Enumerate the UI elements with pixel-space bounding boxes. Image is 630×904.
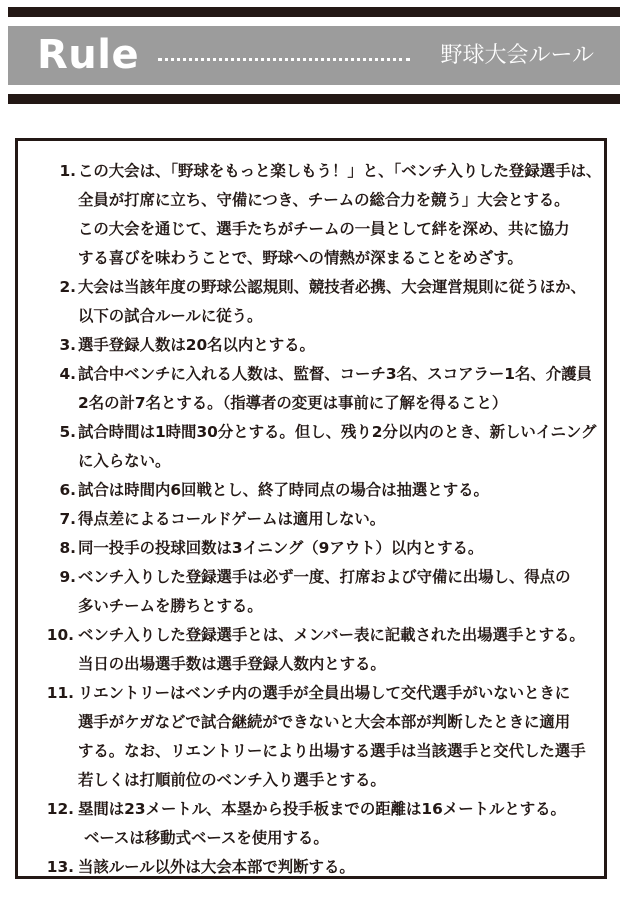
rule-text-line: 得点差によるコールドゲームは適用しない。 [78, 510, 386, 528]
rule-text-line: 選手登録人数は20名以内とする。 [78, 336, 315, 354]
rule-number: 9. [59, 568, 76, 586]
rule-text-line: ベースは移動式ベースを使用する。 [84, 829, 329, 847]
rule-number: 10. [46, 626, 74, 644]
rule-item [44, 360, 594, 418]
rule-text-line: この大会は、「野球をもっと楽しもう！」と、「ベンチ入りした登録選手は、 [78, 162, 602, 180]
dotted-leader [158, 58, 410, 61]
rule-item [44, 331, 594, 360]
rule-number: 11. [46, 684, 74, 702]
rule-number: 5. [59, 423, 76, 441]
rule-number: 6. [59, 481, 76, 499]
rule-item [44, 563, 594, 621]
page-subtitle: 野球大会ルール [440, 43, 594, 68]
rule-number: 13. [46, 858, 74, 876]
rule-text-line: 若しくは打順前位のベンチ入り選手とする。 [78, 771, 386, 789]
rule-text-line: 当該ルール以外は大会本部で判断する。 [78, 858, 355, 876]
rule-number: 12. [46, 800, 74, 818]
rule-item [44, 853, 594, 882]
bottom-rule-bar [8, 94, 620, 104]
rules-box [15, 138, 607, 879]
rule-number: 3. [59, 336, 76, 354]
rule-text-line: この大会を通じて、選手たちがチームの一員として絆を深め、共に協力 [78, 220, 570, 238]
rule-item [44, 157, 602, 273]
rule-item [44, 476, 594, 505]
rule-item [44, 621, 594, 679]
rule-text-line: ベンチ入りした登録選手は必ず一度、打席および守備に出場し、得点の [78, 568, 571, 586]
rule-text-line: 試合時間は1時間30分とする。但し、残り2分以内のとき、新しいイニング [78, 423, 597, 441]
rule-text-line: ベンチ入りした登録選手とは、メンバー表に記載された出場選手とする。 [78, 626, 585, 644]
rule-item [44, 534, 594, 563]
rule-number: 7. [59, 510, 76, 528]
rule-item [44, 418, 597, 476]
rules-list [44, 157, 602, 882]
rule-text-line: に入らない。 [78, 452, 171, 470]
rule-number: 4. [59, 365, 76, 383]
rule-text-line: 当日の出場選手数は選手登録人数内とする。 [78, 655, 386, 673]
header-banner [8, 26, 620, 85]
rule-text-line: 試合中ベンチに入れる人数は、監督、コーチ3名、スコアラー1名、介護員 [78, 365, 592, 383]
rule-text-line: 以下の試合ルールに従う。 [78, 307, 263, 325]
rule-text-line: 試合は時間内6回戦とし、終了時同点の場合は抽選とする。 [78, 481, 489, 499]
rule-text-line: 多いチームを勝ちとする。 [78, 597, 263, 615]
rule-item [44, 679, 594, 795]
rule-text-line: リエントリーはベンチ内の選手が全員出場して交代選手がいないときに [78, 684, 571, 702]
rule-text-line: 大会は当該年度の野球公認規則、競技者必携、大会運営規則に従うほか、 [78, 278, 586, 296]
rule-text-line: 選手がケガなどで試合継続ができないと大会本部が判断したときに適用 [78, 713, 571, 731]
top-rule-bar [8, 7, 620, 17]
rule-item [44, 795, 594, 853]
rule-text-line: 2名の計7名とする。（指導者の変更は事前に了解を得ること） [78, 394, 508, 412]
rule-number: 2. [59, 278, 76, 296]
rule-number: 8. [59, 539, 76, 557]
rule-text-line: 同一投手の投球回数は3イニング（9アウト）以内とする。 [78, 539, 484, 557]
page-title: Rule [37, 32, 140, 78]
rule-text-line: する。なお、リエントリーにより出場する選手は当該選手と交代した選手 [78, 742, 586, 760]
rule-item [44, 273, 594, 331]
rule-text-line: 塁間は23メートル、本塁から投手板までの距離は16メートルとする。 [78, 800, 566, 818]
rule-text-line: する喜びを味わうことで、野球への情熱が深まることをめざす。 [78, 249, 523, 267]
rule-number: 1. [59, 162, 76, 180]
rule-text-line: 全員が打席に立ち、守備につき、チームの総合力を競う」大会とする。 [78, 191, 570, 209]
rule-item [44, 505, 594, 534]
